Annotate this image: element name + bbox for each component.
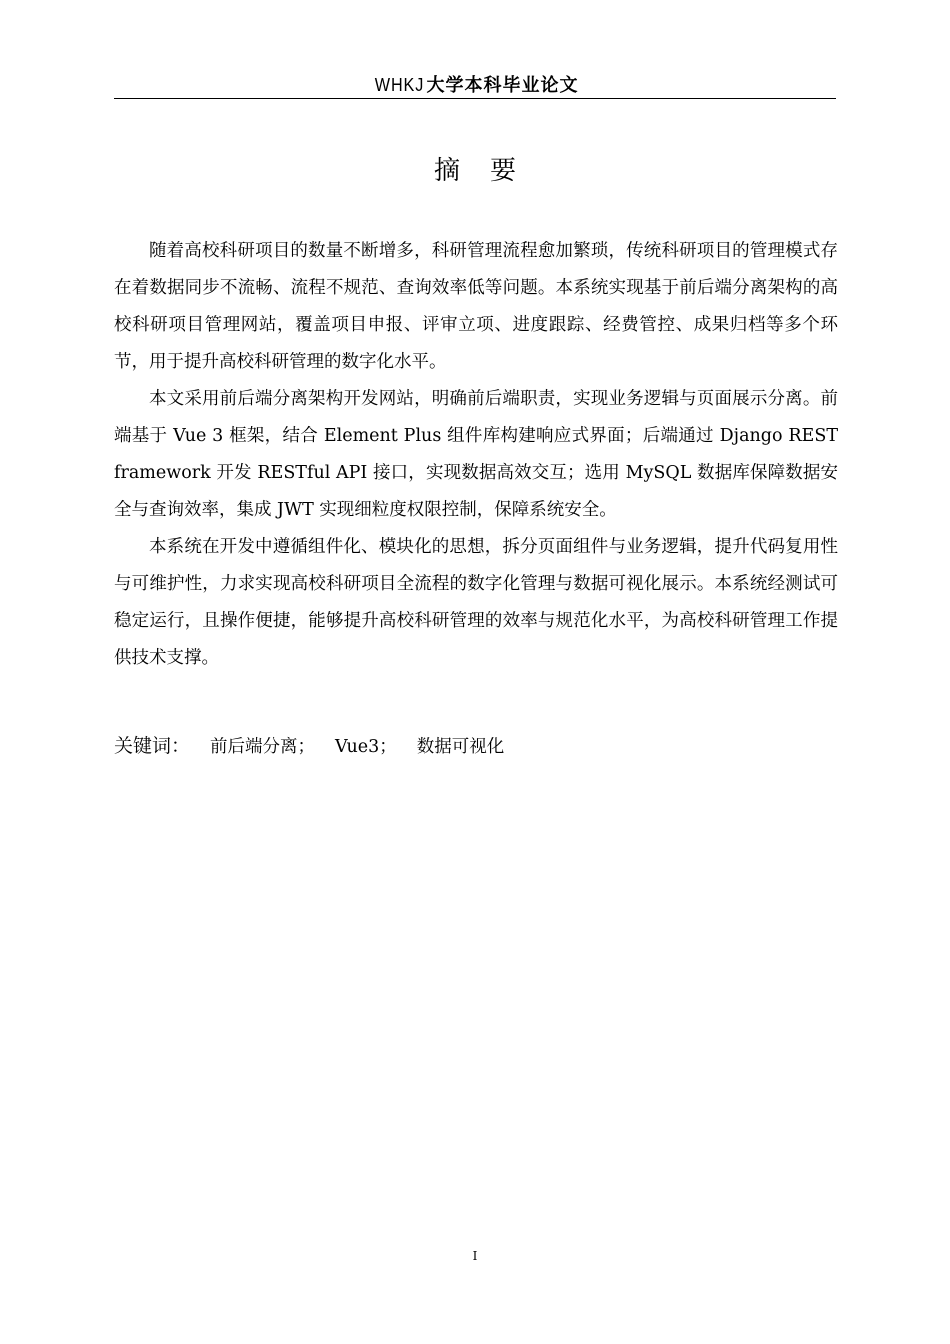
abstract-paragraph-2: 本文采用前后端分离架构开发网站，明确前后端职责，实现业务逻辑与页面展示分离。前端基于 Vue 3 框架，结合 Element Plus 组件库构建响应式界面；后端通过 Django REST framework 开发 RESTful API 接口，实现数据高效交互；选用 MySQL 数据库保障数据安全与查询效率，集成 JWT 实现细粒度权限控制，保障系统安全。 <box>114 389 838 520</box>
abstract-paragraph-1: 随着高校科研项目的数量不断增多，科研管理流程愈加繁琐，传统科研项目的管理模式存在着数据同步不流畅、流程不规范、查询效率低等问题。本系统实现基于前后端分离架构的高校科研项目管理网站，覆盖项目申报、评审立项、进度跟踪、经费管控、成果归档等多个环节，用于提升高校科研管理的数字化水平。 <box>114 241 838 372</box>
keyword-3: 数据可视化 <box>416 737 505 757</box>
keywords-label: 关键词： <box>114 735 191 757</box>
header-title: 大学本科毕业论文 <box>426 75 579 96</box>
keyword-2: Vue3； <box>335 737 397 757</box>
keyword-1: 前后端分离； <box>210 737 316 757</box>
abstract-paragraph-3: 本系统在开发中遵循组件化、模块化的思想，拆分页面组件与业务逻辑，提升代码复用性与可维护性，力求实现高校科研项目全流程的数字化管理与数据可视化展示。本系统经测试可稳定运行，且操作便捷，能够提升高校科研管理的效率与规范化水平，为高校科研管理工作提供技术支撑。 <box>114 537 838 668</box>
page-title: 摘要 <box>433 156 546 186</box>
abstract-body <box>114 233 838 677</box>
header-rule <box>114 98 836 99</box>
header-prefix: WHKJ <box>374 75 424 95</box>
keywords-line <box>114 730 836 762</box>
running-header <box>114 72 836 98</box>
page-number: I <box>472 1249 478 1263</box>
